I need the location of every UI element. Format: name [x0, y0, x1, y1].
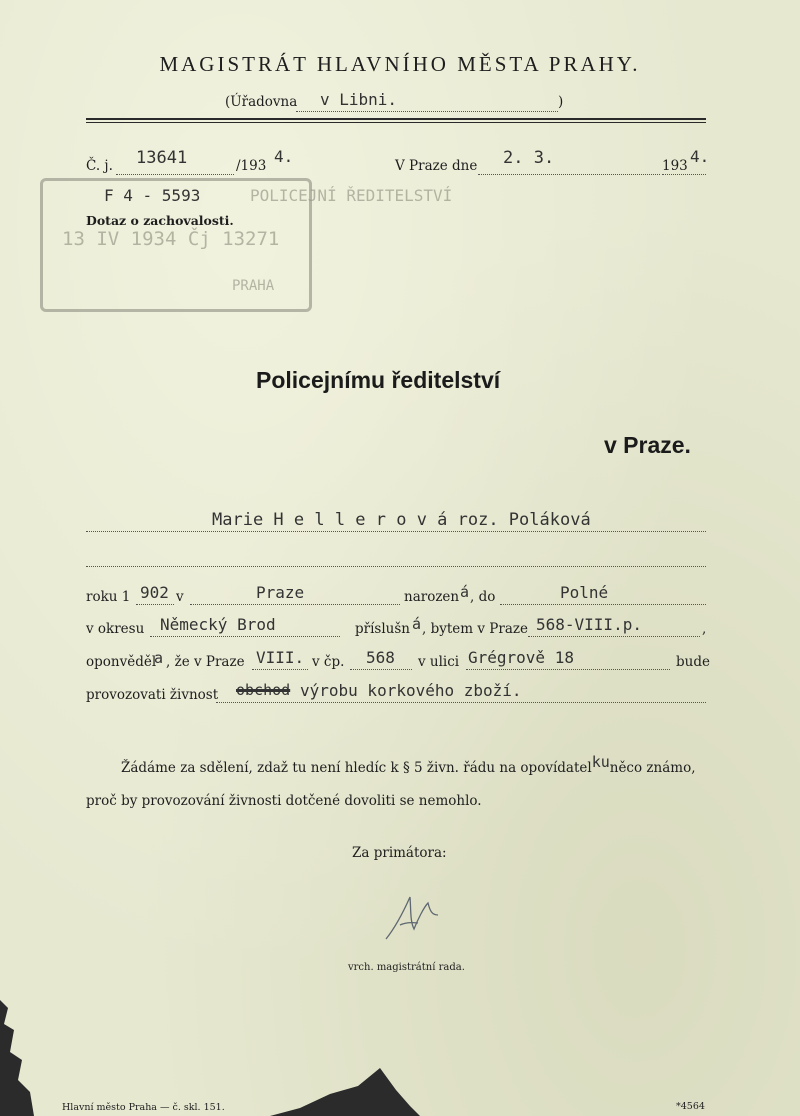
blank-dotted-line [86, 566, 706, 567]
street-dots [466, 669, 670, 670]
cj-value: 13641 [136, 148, 188, 168]
footer-serial: *4564 [676, 1101, 705, 1112]
request-line2: proč by provozování živnosti dotčené dovoliti se nemohlo. [86, 793, 482, 809]
birth-place-dots [190, 604, 400, 605]
stamp-ghost-line1: POLICEJNÍ ŘEDITELSTVÍ [250, 186, 453, 205]
file-number: F 4 - 5593 [104, 186, 201, 205]
born-suffix: á [460, 583, 470, 601]
date-dotted-line [478, 174, 660, 175]
office-value: v Libni. [320, 90, 398, 109]
footer-form-number: Hlavní město Praha — č. skl. 151. [62, 1102, 225, 1113]
cj-label: Č. j. [86, 158, 113, 174]
residence-dots [528, 636, 700, 637]
stamp-ghost-line2: 13 IV 1934 Čj 13271 [62, 228, 280, 250]
domicile: Polné [560, 583, 609, 602]
handwritten-signature [380, 885, 450, 945]
to-label: , do [470, 589, 496, 605]
trade: výrobu korkového zboží. [300, 681, 522, 700]
trade-label: provozovati živnost [86, 687, 219, 703]
born-label: narozen [404, 589, 460, 605]
trailing-comma: , [702, 621, 707, 637]
residing-label: , bytem v Praze [422, 621, 528, 637]
header-rule-thin [86, 122, 706, 123]
office-dotted-line [296, 111, 558, 112]
birth-label: roku 1 [86, 589, 131, 605]
header-rule-thick [86, 118, 706, 120]
on-behalf-label: Za primátora: [352, 845, 447, 861]
request-line1-insert: ku [591, 753, 610, 771]
trade-struck-word: obchod [236, 681, 291, 699]
residence: 568-VIII.p. [536, 615, 642, 634]
belong-label: příslušn [355, 621, 410, 637]
inquiry-subject: Dotaz o zachovalosti. [86, 213, 234, 228]
cj-year-digit: 4. [274, 147, 294, 166]
birth-place: Praze [256, 583, 305, 602]
birth-place-label: v [176, 589, 184, 605]
street: Grégrově 18 [468, 648, 574, 667]
domicile-dots [500, 604, 706, 605]
house-no: 568 [366, 648, 395, 667]
place-label: V Praze dne [395, 158, 478, 174]
street-label: v ulici [418, 654, 460, 670]
request-line1-start: Žádáme za sdělení, zdaž tu není hledíc k § 5 živn. řádu na opovídatel [121, 760, 592, 776]
office-suffix: ) [558, 94, 564, 110]
office-prefix: (Úřadovna [225, 94, 298, 110]
addressee-line1: Policejnímu ředitelství [256, 367, 501, 393]
cj-year-prefix: /193 [236, 158, 267, 174]
birth-year: 902 [140, 583, 169, 602]
addressee-line2: v Praze. [604, 432, 691, 458]
district-dots [150, 636, 340, 637]
date-value: 2. 3. [503, 148, 555, 168]
signatory-title: vrch. magistrátní rada. [348, 962, 465, 973]
person-name: Marie H e l l e r o v á roz. Poláková [212, 510, 591, 530]
torn-bottom-left-corner [0, 1000, 60, 1116]
trade-dots [216, 702, 706, 703]
will-label: bude [676, 654, 710, 670]
district-no-dots [252, 669, 308, 670]
request-line1-end: něco známo, [609, 760, 696, 776]
district: Německý Brod [160, 615, 276, 634]
stamp-ghost-line3: PRAHA [232, 278, 275, 294]
year-prefix: 193 [662, 158, 688, 174]
cj-dotted-line [116, 174, 234, 175]
district-label: v okresu [86, 621, 145, 637]
announced-label: oponvěděl [86, 654, 157, 670]
year-dotted-line [662, 174, 706, 175]
house-no-dots [350, 669, 412, 670]
birth-year-dots [136, 604, 174, 605]
name-dotted-line [86, 531, 706, 532]
district-no: VIII. [256, 648, 305, 667]
announced-suffix: a [154, 649, 164, 667]
year-digit: 4. [690, 147, 710, 166]
belong-suffix: á [412, 615, 422, 633]
request-line1 [121, 753, 696, 776]
issuer-title: MAGISTRÁT HLAVNÍHO MĚSTA PRAHY. [159, 52, 641, 76]
torn-bottom-edge [270, 1056, 420, 1116]
in-prague-label: , že v Praze [166, 654, 245, 670]
house-no-label: v čp. [312, 654, 345, 670]
